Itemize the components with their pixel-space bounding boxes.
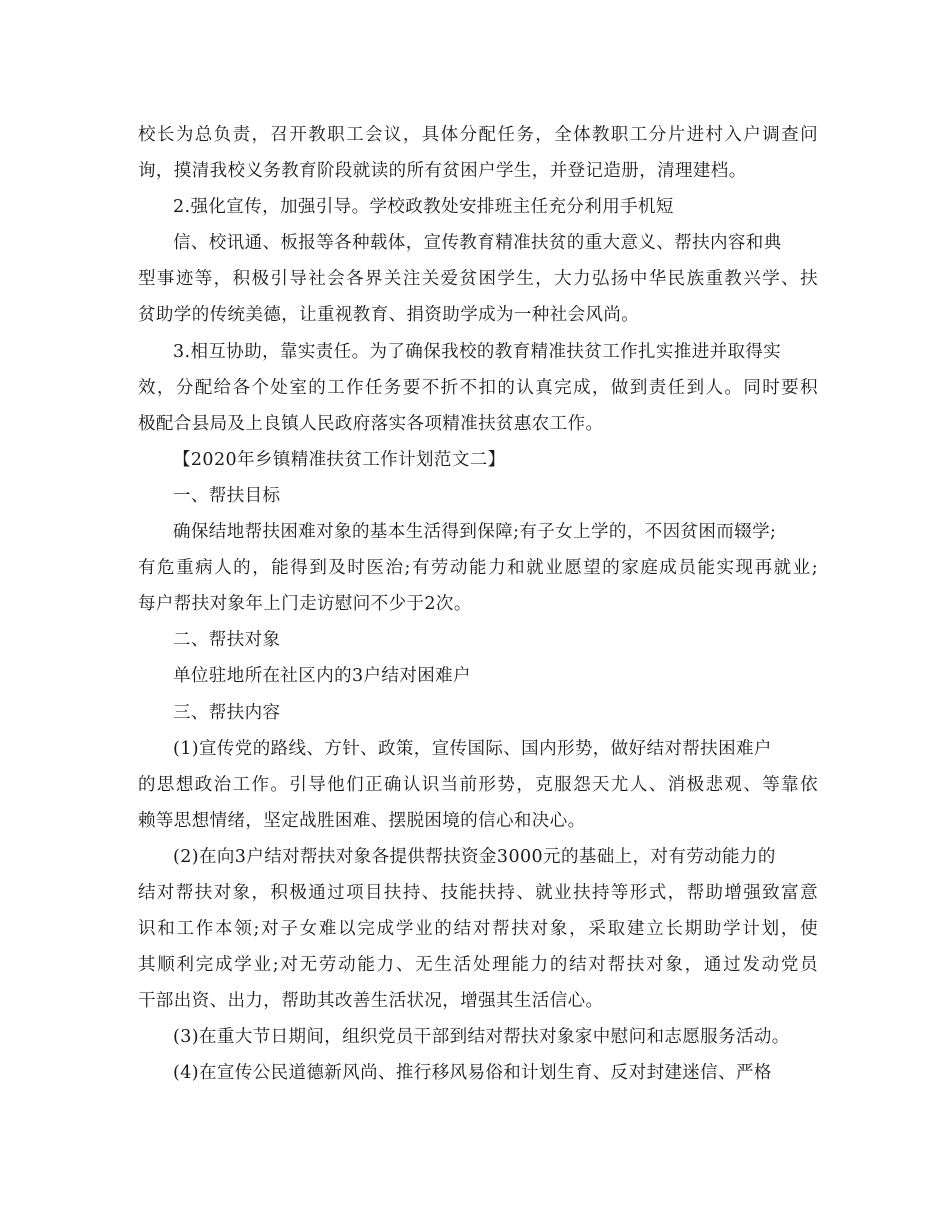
text-line: 极配合县局及上良镇人民政府落实各项精准扶贫惠农工作。 <box>138 413 604 434</box>
text-line: 结对帮扶对象，积极通过项目扶持、技能扶持、就业扶持等形式，帮助增强致富意 <box>138 882 818 903</box>
document-body <box>138 117 818 1092</box>
text-line: 校长为总负责，召开教职工会议，具体分配任务，全体教职工分片进村入户调查问 <box>138 125 818 145</box>
text-line: (3)在重大节日期间，组织党员干部到结对帮扶对象家中慰问和志愿服务活动。 <box>173 1027 790 1048</box>
text-line: 2.强化宣传，加强引导。学校政教处安排班主任充分利用手机短 <box>173 197 674 218</box>
text-line: 询，摸清我校义务教育阶段就读的所有贫困户学生，并登记造册，清理建档。 <box>138 161 747 182</box>
text-line: 赖等思想情绪，坚定战胜困难、摆脱困境的信心和决心。 <box>138 810 586 831</box>
text-line: 三、帮扶内容 <box>173 702 281 723</box>
text-line: 识和工作本领;对子女难以完成学业的结对帮扶对象，采取建立长期助学计划，使 <box>138 919 818 940</box>
text-line: (2)在向3户结对帮扶对象各提供帮扶资金3000元的基础上，对有劳动能力的 <box>173 846 776 867</box>
text-line: 确保结地帮扶困难对象的基本生活得到保障;有子女上学的，不因贫困而辍学; <box>173 522 777 543</box>
text-line: 干部出资、出力，帮助其改善生活状况，增强其生活信心。 <box>138 991 604 1012</box>
text-line: 型事迹等，积极引导社会各界关注关爱贫困学生，大力弘扬中华民族重教兴学、扶 <box>138 269 818 290</box>
text-line: 二、帮扶对象 <box>173 630 281 651</box>
text-line: 一、帮扶目标 <box>173 485 281 506</box>
text-line: 信、校讯通、板报等各种载体，宣传教育精准扶贫的重大意义、帮扶内容和典 <box>173 233 782 254</box>
text-line: 效，分配给各个处室的工作任务要不折不扣的认真完成，做到责任到人。同时要积 <box>138 377 818 398</box>
text-line: 贫助学的传统美德，让重视教育、捐资助学成为一种社会风尚。 <box>138 305 640 326</box>
text-line: 每户帮扶对象年上门走访慰问不少于2次。 <box>138 594 472 615</box>
text-line: 单位驻地所在社区内的3户结对困难户 <box>173 666 471 687</box>
text-line: 【2020年乡镇精准扶贫工作计划范文二】 <box>173 449 506 470</box>
text-line: 有危重病人的，能得到及时医治;有劳动能力和就业愿望的家庭成员能实现再就业; <box>138 558 818 579</box>
text-line: (1)宣传党的路线、方针、政策，宣传国际、国内形势，做好结对帮扶困难户 <box>173 738 772 759</box>
text-line: 其顺利完成学业;对无劳动能力、无生活处理能力的结对帮扶对象，通过发动党员 <box>138 955 818 976</box>
text-line: 的思想政治工作。引导他们正确认识当前形势，克服怨天尤人、消极悲观、等靠依 <box>138 774 818 795</box>
text-line: (4)在宣传公民道德新风尚、推行移风易俗和计划生育、反对封建迷信、严格 <box>173 1063 772 1084</box>
text-line: 3.相互协助，靠实责任。为了确保我校的教育精准扶贫工作扎实推进并取得实 <box>173 341 782 362</box>
